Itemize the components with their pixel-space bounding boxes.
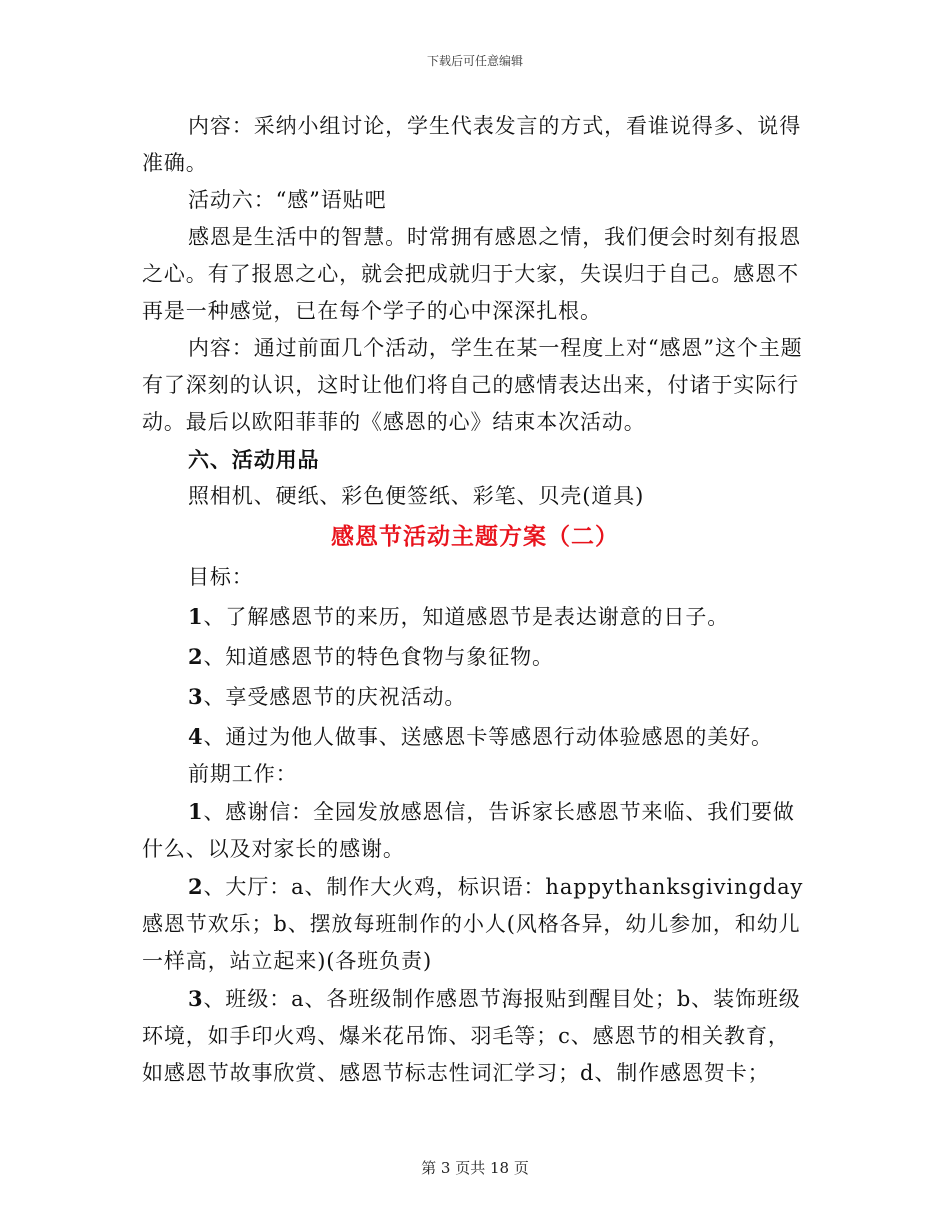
goal-number: 3 <box>188 684 204 709</box>
section-title: 感恩节活动主题方案（二） <box>331 523 619 550</box>
document-body <box>142 108 808 1092</box>
goal-text: 、了解感恩节的来历，知道感恩节是表达谢意的日子。 <box>203 605 730 629</box>
page-footer: 第 3 页共 18 页 <box>421 1159 529 1177</box>
goal-number: 4 <box>188 724 204 749</box>
goal-number: 1 <box>188 604 204 629</box>
activity-six-heading: 活动六：“感”语贴吧 <box>188 188 387 212</box>
prep-text: 、班级：a、各班级制作感恩节海报贴到醒目处；b、装饰班级环境，如手印火鸡、爆米花吊饰、羽毛等；c、感恩节的相关教育，如感恩节故事欣赏、感恩节标志性词汇学习；d、制作感恩贺卡； <box>142 987 801 1085</box>
goals-label: 目标： <box>188 565 254 589</box>
goal-item <box>142 718 808 756</box>
prep-item <box>142 980 808 1092</box>
prep-number: 2 <box>188 874 204 899</box>
goal-item <box>142 678 808 716</box>
goal-number: 2 <box>188 644 204 669</box>
prep-item <box>142 793 808 868</box>
goal-text: 、知道感恩节的特色食物与象征物。 <box>203 645 554 669</box>
page-header: 下载后可任意编辑 <box>426 54 523 68</box>
prep-number: 1 <box>188 799 204 824</box>
prep-text: 、大厅：a、制作大火鸡，标识语：happythanksgivingday感恩节欢乐；b、摆放每班制作的小人(风格各异，幼儿参加，和幼儿一样高，站立起来)(各班负责) <box>142 875 804 973</box>
paragraph-content-2: 内容：通过前面几个活动，学生在某一程度上对“感恩”这个主题有了深刻的认识，这时让他们将自己的感情表达出来，付诸于实际行动。最后以欧阳菲菲的《感恩的心》结束本次活动。 <box>142 336 803 434</box>
goal-text: 、享受感恩节的庆祝活动。 <box>203 685 467 709</box>
goal-item <box>142 638 808 676</box>
prep-item <box>142 868 808 980</box>
section-six-heading: 六、活动用品 <box>188 447 320 472</box>
prep-text: 、感谢信：全园发放感恩信，告诉家长感恩节来临、我们要做什么、以及对家长的感谢。 <box>142 800 795 861</box>
section-six-items: 照相机、硬纸、彩色便签纸、彩笔、贝壳(道具) <box>188 484 645 508</box>
goal-text: 、通过为他人做事、送感恩卡等感恩行动体验感恩的美好。 <box>203 725 773 749</box>
goal-item <box>142 598 808 636</box>
prep-number: 3 <box>188 986 204 1011</box>
paragraph-gratitude: 感恩是生活中的智慧。时常拥有感恩之情，我们便会时刻有报恩之心。有了报恩之心，就会把成就归于大家，失误归于自己。感恩不再是一种感觉，已在每个学子的心中深深扎根。 <box>142 225 802 323</box>
prep-label: 前期工作： <box>188 762 298 786</box>
paragraph-content-1: 内容：采纳小组讨论，学生代表发言的方式，看谁说得多、说得准确。 <box>142 114 802 175</box>
